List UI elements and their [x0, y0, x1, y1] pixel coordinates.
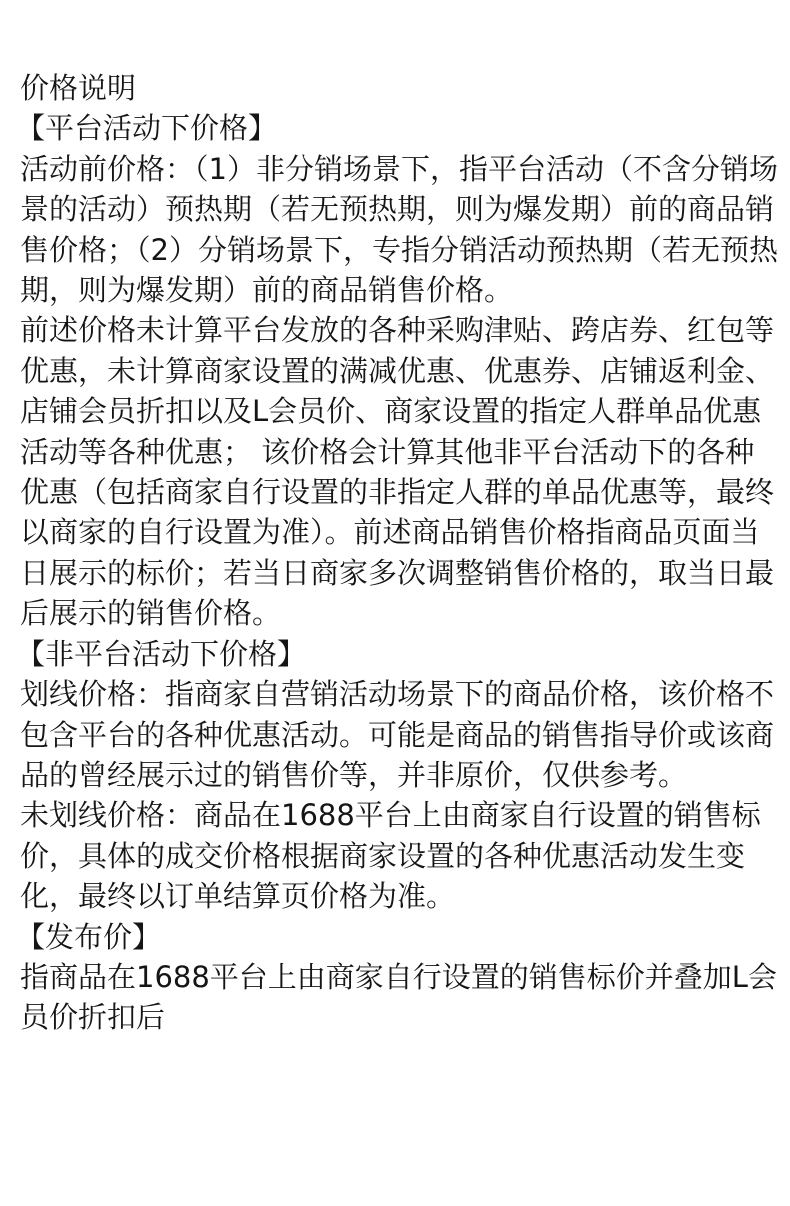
- price-explanation-document: [16, 68, 780, 1038]
- pre-activity-price-paragraph: 活动前价格：（1）非分销场景下，指平台活动（不含分销场景的活动）预热期（若无预热期，则为爆发期）前的商品销售价格；（2）分销场景下，专指分销活动预热期（若无预热期，则为爆发期）前的商品销售价格。: [20, 151, 778, 308]
- publish-price-paragraph: 指商品在1688平台上由商家自行设置的销售标价并叠加L会员价折扣后: [20, 959, 777, 1035]
- publish-price-heading: 【发布价】: [16, 919, 162, 954]
- non-strikethrough-price-paragraph: 未划线价格：商品在1688平台上由商家自行设置的销售标价，具体的成交价格根据商家设置的各种优惠活动发生变化，最终以订单结算页价格为准。: [20, 798, 761, 914]
- strikethrough-price-paragraph: 划线价格：指商家自营销活动场景下的商品价格，该价格不包含平台的各种优惠活动。可能是商品的销售指导价或该商品的曾经展示过的销售价等，并非原价，仅供参考。: [20, 677, 775, 792]
- non-platform-activity-heading: 【非平台活动下价格】: [16, 636, 307, 671]
- page-title: 价格说明: [20, 71, 137, 105]
- price-calculation-paragraph: 前述价格未计算平台发放的各种采购津贴、跨店券、红包等优惠，未计算商家设置的满减优惠、优惠券、店铺返利金、店铺会员折扣以及L会员价、商家设置的指定人群单品优惠活动等各种优惠； 该价格会计算其他非平台活动下的各种优惠（包括商家自行设置的非指定人群的单品优惠等，最终以商家的自行设置为准）。前述商品销售价格指商品页面当日展示的标价；若当日商家多次调整销售价格的，取当日最后展示的销售价格。: [20, 313, 775, 631]
- platform-activity-heading: 【平台活动下价格】: [16, 111, 278, 146]
